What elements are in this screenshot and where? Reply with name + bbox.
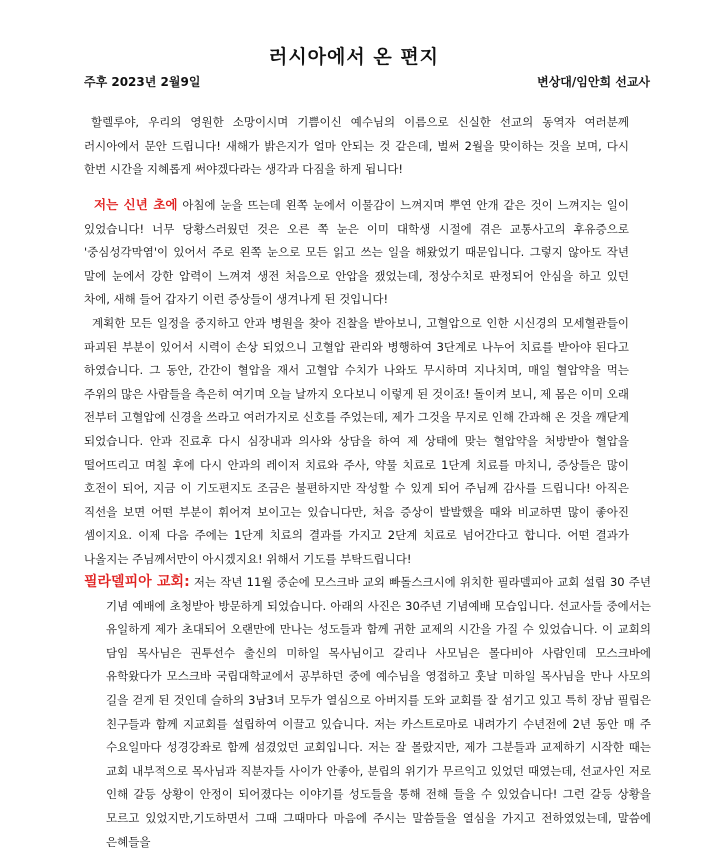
- letter-title: 러시아에서 온 편지: [268, 46, 440, 68]
- church-section-heading: 필라델피아 교회:: [84, 574, 190, 590]
- letter-date: 주후 2023년 2월9일: [84, 75, 201, 89]
- eye-section-heading: 저는 신년 초에: [94, 197, 178, 212]
- church-section-body: 저는 작년 11월 중순에 모스크바 교외 빠돌스크시에 위치한 필라델피아 교회 설립 30 주년 기념 예배에 초청받아 방문하게 되었습니다. 아래의 사진은 30주년 기념예배 모습입니다. 선교사들 중에서는 유일하게 제가 초대되어 오랜만에 만나는 성도들과 함께 귀한 교제의 시간을 가질 수 있었습니다. 이 교회의 담임 목사님은 권투선수 출신의 미하일 목사님이고 갈리나 사모님은 몰다비아 사람인데 모스크바에 유학왔다가 모스크바 국립대학교에서 공부하던 중에 예수님을 영접하고 훗날 미하일 목사님을 만나 사모의 길을 걷게 된 것인데 슬하의 3남3녀 모두가 열심으로 아버지를 도와 교회를 잘 섬기고 있고 특히 장남 필립은 친구들과 함께 지교회를 설립하여 이끌고 있습니다. 저는 카스트로마로 내려가기 수년전에 2년 동안 매 주 수요일마다 성경강좌로 함께 섬겼었던 교회입니다. 저는 잘 몰랐지만, 제가 그분들과 교제하기 시작한 때는 교회 내부적으로 목사님과 직분자들 사이가 안좋아, 분립의 위기가 무르익고 있었던 때였는데, 선교사인 저로 인해 갈등 상황이 안정이 되어졌다는 이야기를 성도들을 통해 전해 들을 수 있었습니다! 그런 갈등 상황을 모르고 있었지만,기도하면서 그때 그때마다 마음에 주시는 말씀들을 열심을 가지고 전하였었는데, 말씀에 은혜들을: [106, 575, 651, 849]
- eye-section-body-1: 아침에 눈을 뜨는데 왼쪽 눈에서 이물감이 느껴지며 뿌연 안개 같은 것이 느껴지는 일이 있었습니다! 너무 당황스러웠던 것은 오른 쪽 눈은 이미 대학생 시절에 겪은 교통사고의 후유증으로 '중심성각막염'이 있어서 주로 왼쪽 눈으로 모든 읽고 쓰는 일을 해왔었기 때문입니다. 그렇지 않아도 작년 말에 눈에서 강한 압력이 느껴져 생전 처음으로 안압을 쟀었는데, 정상수치로 판정되어 안심을 하고 있던 차에, 새해 들어 갑자기 이런 증상들이 생겨나게 된 것입니다!: [84, 198, 629, 307]
- church-section: [84, 571, 651, 854]
- eye-section: [84, 193, 629, 572]
- eye-section-body-2: 계획한 모든 일정을 중지하고 안과 병원을 찾아 진찰을 받아보니, 고혈압으로 인한 시신경의 모세혈관들이 파괴된 부분이 있어서 시력이 손상 되었으니 고혈압 관리와 병행하여 3단계로 나누어 치료를 받아야 된다고 하였습니다. 그 동안, 간간이 혈압을 재서 고혈압 수치가 나와도 무시하며 지나치며, 매일 혈압약을 먹는 주위의 많은 사람들을 측은히 여기며 오늘 날까지 오다보니 이렇게 된 것이죠! 돌이켜 보니, 제 몸은 이미 오래 전부터 고혈압에 신경을 쓰라고 여러가지로 신호를 주었는데, 제가 그것을 무지로 인해 간과해 온 것을 깨닫게 되었습니다. 안과 진료후 다시 심장내과 의사와 상담을 하여 제 상태에 맞는 혈압약을 처방받아 혈압을 떨어뜨리고 며칠 후에 다시 안과의 레이저 치료와 주사, 약물 치료로 1단계 치료를 마치니, 증상들은 많이 호전이 되어, 지금 이 기도편지도 조금은 불편하지만 작성할 수 있게 되어 주님께 감사를 드립니다! 아직은 직선을 보면 어떤 부분이 휘어져 보이고는 있습니다만, 처음 증상이 발발했을 때와 비교하면 많이 좋아진 셈이지요. 이제 다음 주에는 1단계 치료의 결과를 가지고 2단계 치료로 넘어간다고 합니다. 어떤 결과가 나올지는 주님께서만이 아시겠지요! 위해서 기도를 부탁드립니다!: [84, 315, 629, 566]
- intro-paragraph: 할렐루야, 우리의 영원한 소망이시며 기쁨이신 예수님의 이름으로 신실한 선교의 동역자 여러분께 러시아에서 문안 드립니다! 새해가 밝은지가 얼마 안되는 것 같은데, 벌써 2월을 맞이하는 것을 보며, 다시 한번 시간을 지혜롭게 써야겠다라는 생각과 다짐을 하게 됩니다!: [84, 115, 629, 177]
- letter-author: 변상대/임안희 선교사: [537, 75, 650, 89]
- letter-meta: [84, 73, 650, 90]
